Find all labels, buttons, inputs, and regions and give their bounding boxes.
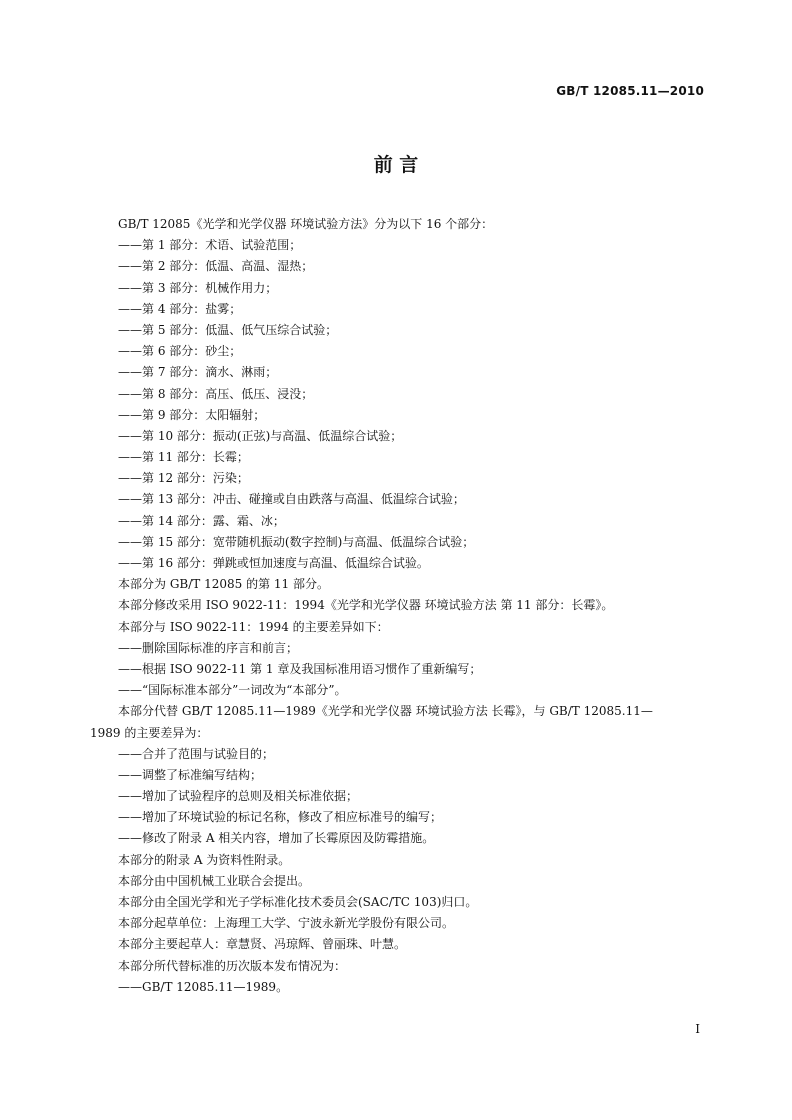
text-line: ——第 15 部分：宽带随机振动(数字控制)与高温、低温综合试验； [118, 534, 475, 549]
text-line: ——GB/T 12085.11—1989。 [118, 979, 289, 994]
text-line: ——第 1 部分：术语、试验范围； [118, 238, 302, 253]
standard-code: GB/T 12085.11—2010 [556, 84, 704, 98]
text-line: ——第 5 部分：低温、低气压综合试验； [118, 322, 338, 337]
text-line: ——第 14 部分：露、霜、冰； [118, 513, 285, 528]
preface-body [90, 214, 710, 998]
text-line: ——第 7 部分：滴水、淋雨； [118, 365, 278, 380]
text-line: 本部分由全国光学和光子学标准化技术委员会(SAC/TC 103)归口。 [118, 895, 478, 909]
text-line: 1989 的主要差异为： [90, 725, 209, 740]
text-line: ——根据 ISO 9022-11 第 1 章及我国标准用语习惯作了重新编写； [118, 661, 482, 676]
text-line: ——第 11 部分：长霉； [118, 450, 249, 465]
text-line: ——修改了附录 A 相关内容，增加了长霉原因及防霉措施。 [118, 831, 435, 846]
text-line: ——调整了标准编写结构； [118, 767, 263, 782]
text-line: GB/T 12085《光学和光学仪器 环境试验方法》分为以下 16 个部分： [118, 217, 494, 231]
text-line: ——第 13 部分：冲击、碰撞或自由跌落与高温、低温综合试验； [118, 492, 465, 507]
text-line: 本部分为 GB/T 12085 的第 11 部分。 [118, 577, 329, 592]
text-line: 本部分的附录 A 为资料性附录。 [118, 852, 291, 867]
text-line: ——第 10 部分：振动(正弦)与高温、低温综合试验； [118, 428, 403, 443]
text-line: 本部分所代替标准的历次版本发布情况为： [118, 958, 347, 973]
text-line: ——删除国际标准的序言和前言； [118, 640, 299, 655]
page-title: 前 言 [373, 154, 419, 176]
page-number: I [695, 1022, 700, 1036]
text-line: 本部分与 ISO 9022-11：1994 的主要差异如下： [118, 619, 389, 634]
text-line: ——第 12 部分：污染； [118, 471, 249, 486]
text-line: ——增加了试验程序的总则及相关标准依据； [118, 789, 359, 804]
text-line: ——第 2 部分：低温、高温、湿热； [118, 259, 314, 274]
text-line: ——增加了环境试验的标记名称，修改了相应标准号的编写； [118, 810, 443, 825]
text-line: ——第 16 部分：弹跳或恒加速度与高温、低温综合试验。 [118, 556, 429, 570]
text-line: ——第 8 部分：高压、低压、浸没； [118, 386, 314, 401]
text-line: 本部分代替 GB/T 12085.11—1989《光学和光学仪器 环境试验方法 长霉》，与 GB/T 12085.11— [118, 704, 653, 719]
text-line: ——“国际标准本部分”一词改为“本部分”。 [118, 683, 347, 698]
text-line: 本部分主要起草人：章慧贤、冯琼辉、曾丽珠、叶慧。 [118, 937, 407, 952]
text-line: ——第 6 部分：砂尘； [118, 344, 242, 359]
text-line: ——第 3 部分：机械作用力； [118, 280, 278, 295]
text-line: 本部分修改采用 ISO 9022-11：1994《光学和光学仪器 环境试验方法 第 11 部分：长霉》。 [118, 598, 614, 613]
text-line: ——合并了范围与试验目的； [118, 746, 275, 761]
text-line: 本部分由中国机械工业联合会提出。 [118, 873, 311, 888]
text-line: ——第 9 部分：太阳辐射； [118, 407, 266, 422]
text-line: 本部分起草单位：上海理工大学、宁波永新光学股份有限公司。 [118, 916, 455, 931]
text-line: ——第 4 部分：盐雾； [118, 301, 242, 316]
